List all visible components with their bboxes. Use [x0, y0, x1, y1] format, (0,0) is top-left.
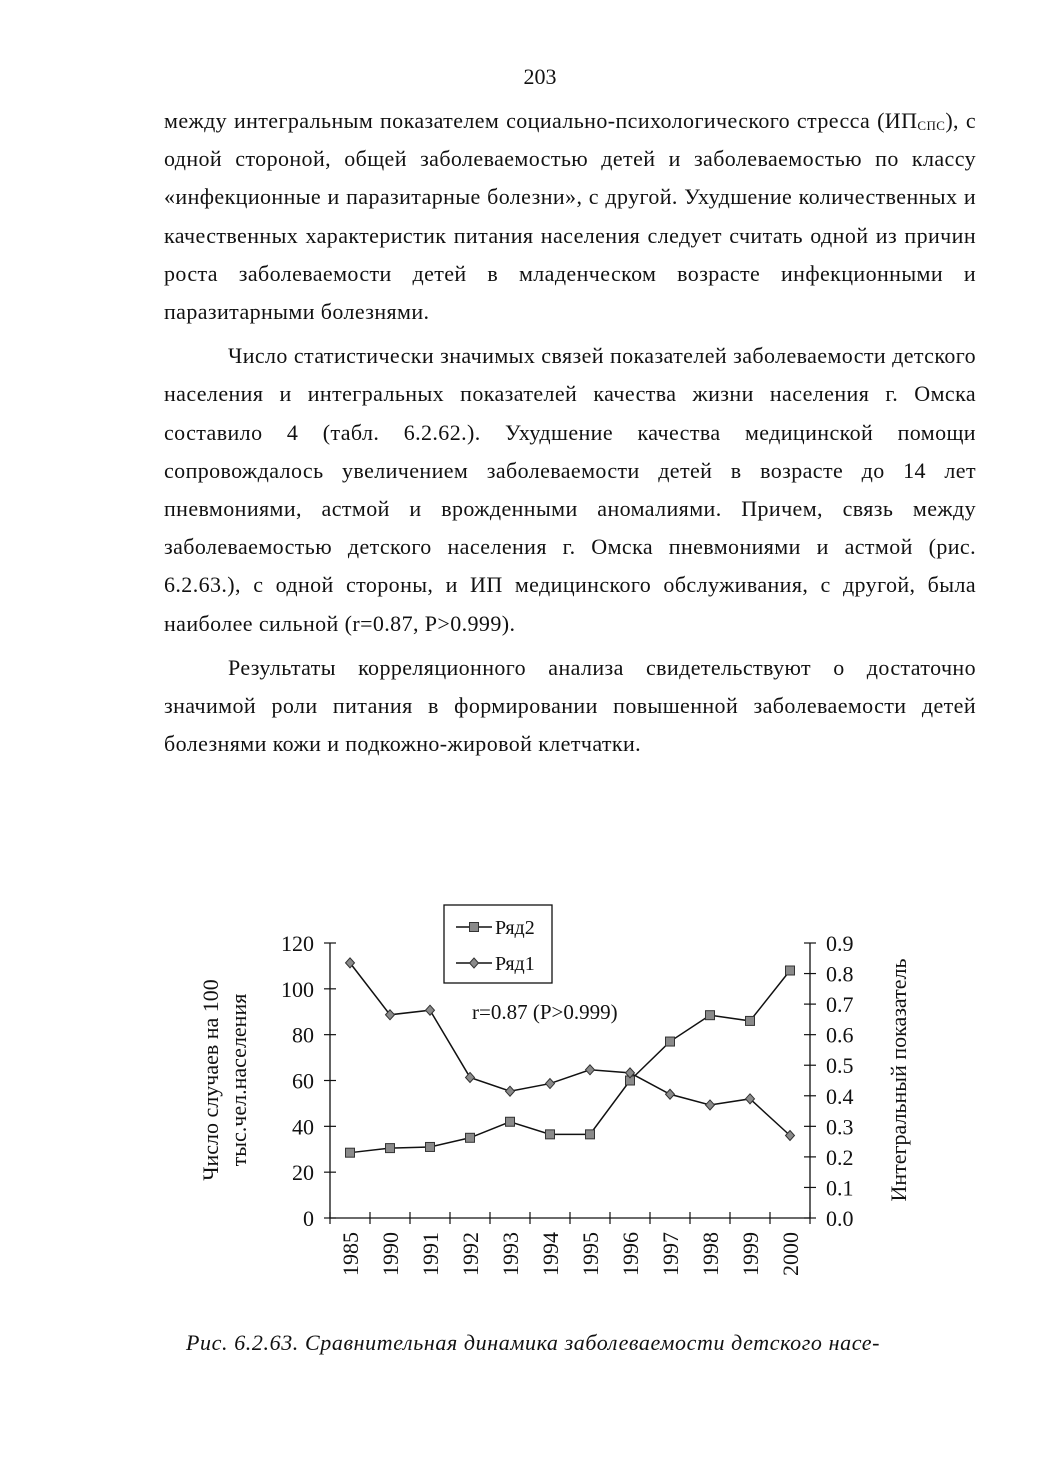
y-axis-left-title-line2: тыс.чел.населения: [226, 993, 251, 1167]
dual-axis-line-chart: [0, 895, 1040, 1315]
x-tick-label: 1992: [458, 1232, 483, 1276]
x-tick-label: 1997: [658, 1232, 683, 1276]
text-run: ), с одной стороной, общей заболеваемостью детей и заболеваемостью по классу «инфекционные и паразитарные болезни», с другой. Ухудшение количественных и качественных характеристик питания населения следует считать одной из причин роста заболеваемости детей в младенческом возрасте инфекционными и паразитарными болезнями.: [164, 108, 976, 325]
x-tick-label: 2000: [778, 1232, 803, 1276]
tick-label-right: 0.8: [826, 961, 854, 987]
text-run: Результаты корреляционного анализа свидетельствуют о достаточно значимой роли питания в формировании повышенной заболеваемости детей болезнями кожи и подкожно-жировой клетчатки.: [164, 654, 976, 757]
tick-label-right: 0.4: [826, 1083, 854, 1109]
x-tick-label: 1995: [578, 1232, 603, 1276]
legend-label: Ряд2: [495, 917, 535, 939]
x-tick-label: 1994: [538, 1232, 563, 1276]
point-Ряд2: [546, 1130, 555, 1139]
tick-label-right: 0.5: [826, 1053, 854, 1079]
point-Ряд2: [466, 1133, 475, 1142]
legend-marker-square: [470, 923, 479, 932]
paragraph-3: [164, 649, 976, 764]
correlation-annotation: r=0.87 (P>0.999): [472, 1000, 618, 1024]
tick-label-left: 40: [292, 1114, 314, 1140]
point-Ряд2: [746, 1016, 755, 1025]
point-Ряд2: [506, 1117, 515, 1126]
point-Ряд1: [546, 1079, 555, 1089]
x-tick-label: 1996: [618, 1232, 643, 1276]
x-tick-label: 1990: [378, 1232, 403, 1276]
x-tick-label: 1985: [338, 1232, 363, 1276]
point-Ряд2: [386, 1144, 395, 1153]
x-tick-label: 1993: [498, 1232, 523, 1276]
x-tick-label: 1999: [738, 1232, 763, 1276]
tick-label-right: 0.9: [826, 931, 854, 956]
point-Ряд1: [426, 1005, 435, 1015]
tick-label-right: 0.0: [826, 1206, 854, 1231]
body-text: [164, 102, 976, 769]
legend-label: Ряд1: [495, 953, 535, 975]
tick-label-left: 0: [303, 1206, 314, 1231]
point-Ряд2: [666, 1037, 675, 1046]
point-Ряд2: [786, 966, 795, 975]
y-axis-right-title: Интегральный показатель: [886, 958, 911, 1202]
point-Ряд1: [466, 1072, 475, 1082]
point-Ряд2: [346, 1148, 355, 1157]
point-Ряд2: [426, 1142, 435, 1151]
tick-label-left: 100: [281, 976, 314, 1002]
figure-caption: Рис. 6.2.63. Сравнительная динамика заболеваемости детского насе-: [186, 1330, 881, 1355]
tick-label-right: 0.3: [826, 1114, 854, 1140]
series-line-1: [350, 971, 790, 1153]
page-number: 203: [523, 64, 557, 89]
x-tick-label: 1991: [418, 1232, 443, 1276]
paragraph-1: [164, 102, 976, 331]
series-line-2: [350, 963, 790, 1136]
tick-label-right: 0.1: [826, 1175, 854, 1201]
x-tick-label: 1998: [698, 1232, 723, 1276]
text-run: между интегральным показателем социально-психологического стресса (ИП: [164, 108, 918, 133]
point-Ряд1: [506, 1086, 515, 1096]
tick-label-right: 0.6: [826, 1022, 854, 1048]
figure-chart: [0, 895, 1040, 1315]
point-Ряд2: [706, 1011, 715, 1020]
point-Ряд1: [706, 1100, 715, 1110]
point-Ряд1: [586, 1065, 595, 1075]
tick-label-left: 120: [281, 931, 314, 956]
tick-label-right: 0.2: [826, 1144, 854, 1170]
subscript-text: СПС: [917, 118, 946, 133]
tick-label-left: 60: [292, 1068, 314, 1094]
point-Ряд1: [666, 1089, 675, 1099]
tick-label-right: 0.7: [826, 992, 854, 1018]
point-Ряд2: [586, 1130, 595, 1139]
text-run: Число статистически значимых связей показателей заболеваемости детского населения и интегральных показателей качества жизни населения г. Омска составило 4 (табл. 6.2.62.). Ухудшение качества медицинской помощи сопровождалось увеличением заболеваемости детей в возрасте до 14 лет пневмониями, астмой и врожденными аномалиями. Причем, связь между заболеваемостью детского населения г. Омска пневмониями и астмой (рис. 6.2.63.), с одной стороны, и ИП медицинского обслуживания, с другой, была наиболее сильной (r=0.87, P>0.999).: [164, 343, 976, 636]
tick-label-left: 80: [292, 1022, 314, 1048]
paragraph-2: [164, 337, 976, 643]
tick-label-left: 20: [292, 1160, 314, 1186]
y-axis-left-title-line1: Число случаев на 100: [198, 979, 223, 1181]
